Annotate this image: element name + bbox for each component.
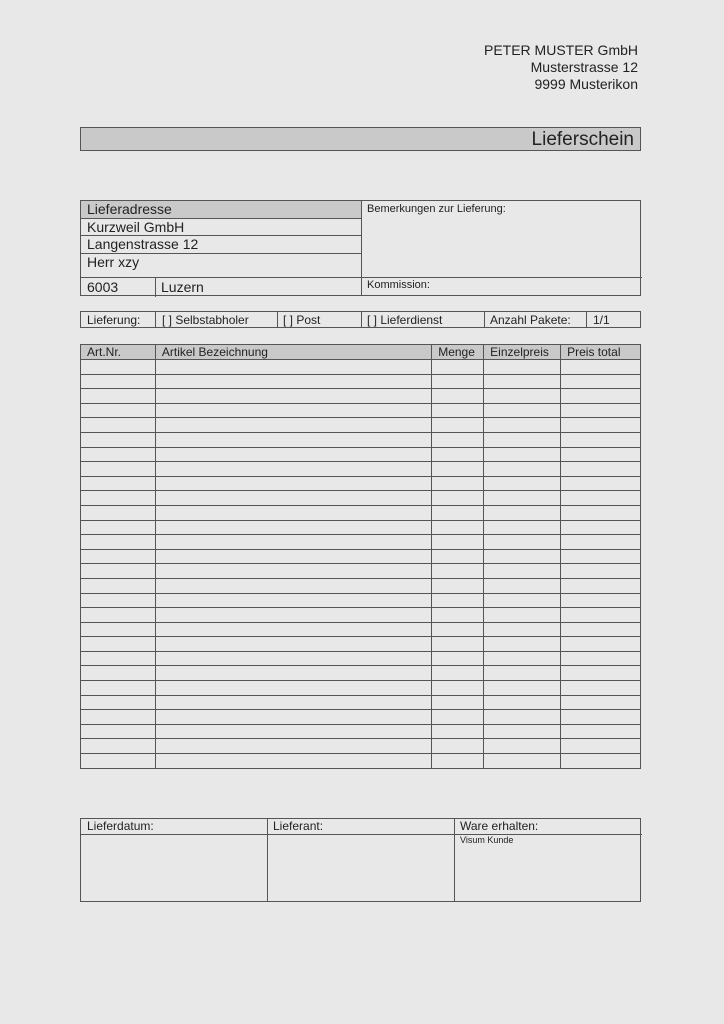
table-cell [432, 374, 484, 389]
address-line-2: Langenstrasse 12 [81, 236, 361, 254]
table-cell [81, 535, 156, 550]
address-header: Lieferadresse [81, 201, 361, 219]
table-cell [155, 739, 431, 754]
table-cell [561, 549, 641, 564]
table-cell [155, 462, 431, 477]
table-cell [432, 549, 484, 564]
table-cell [432, 710, 484, 725]
table-cell [484, 520, 561, 535]
table-cell [81, 622, 156, 637]
divider [484, 312, 485, 327]
table-cell [484, 622, 561, 637]
items-body [81, 360, 641, 769]
table-cell [561, 403, 641, 418]
table-cell [81, 710, 156, 725]
table-cell [432, 535, 484, 550]
table-cell [81, 739, 156, 754]
table-cell [432, 578, 484, 593]
delivery-date-label: Lieferdatum: [87, 819, 154, 833]
table-cell [81, 564, 156, 579]
col-quantity: Menge [432, 345, 484, 360]
table-cell [561, 724, 641, 739]
table-cell [561, 564, 641, 579]
table-cell [432, 622, 484, 637]
address-box [80, 200, 641, 296]
table-row [81, 476, 641, 491]
table-cell [484, 739, 561, 754]
table-cell [561, 622, 641, 637]
table-cell [432, 462, 484, 477]
col-description: Artikel Bezeichnung [155, 345, 431, 360]
table-row [81, 622, 641, 637]
divider [155, 278, 156, 297]
table-cell [81, 578, 156, 593]
table-cell [484, 476, 561, 491]
address-line-3: Herr xzy [87, 253, 140, 270]
remarks-label: Bemerkungen zur Lieferung: [367, 203, 506, 215]
table-row [81, 666, 641, 681]
table-cell [81, 637, 156, 652]
table-cell [561, 666, 641, 681]
table-cell [155, 491, 431, 506]
table-row [81, 535, 641, 550]
table-cell [81, 666, 156, 681]
table-cell [484, 681, 561, 696]
option-post: [ ] Post [283, 313, 321, 327]
table-cell [432, 432, 484, 447]
table-cell [81, 608, 156, 623]
table-cell [155, 476, 431, 491]
table-cell [484, 608, 561, 623]
table-cell [432, 564, 484, 579]
table-row [81, 564, 641, 579]
table-cell [81, 476, 156, 491]
table-cell [432, 447, 484, 462]
document-title: Lieferschein [531, 129, 634, 150]
divider [361, 312, 362, 327]
table-cell [561, 681, 641, 696]
table-cell [432, 651, 484, 666]
table-cell [561, 739, 641, 754]
table-cell [484, 374, 561, 389]
table-cell [432, 681, 484, 696]
table-cell [561, 608, 641, 623]
table-cell [155, 637, 431, 652]
table-cell [484, 491, 561, 506]
col-article-no: Art.Nr. [81, 345, 156, 360]
goods-received-label: Ware erhalten: [460, 819, 539, 833]
table-cell [155, 710, 431, 725]
commission-label: Kommission: [367, 279, 430, 291]
table-cell [561, 360, 641, 375]
table-cell [432, 389, 484, 404]
table-cell [155, 578, 431, 593]
table-row [81, 695, 641, 710]
divider [277, 312, 278, 327]
table-cell [155, 418, 431, 433]
divider [361, 277, 642, 278]
table-cell [561, 447, 641, 462]
address-line-1: Kurzweil GmbH [81, 219, 361, 237]
table-cell [81, 724, 156, 739]
table-cell [484, 593, 561, 608]
table-cell [484, 462, 561, 477]
table-cell [155, 549, 431, 564]
items-header-row [81, 345, 641, 360]
document-title-bar [80, 127, 641, 151]
table-cell [432, 724, 484, 739]
table-row [81, 360, 641, 375]
items-table [80, 344, 641, 769]
table-cell [561, 651, 641, 666]
table-cell [155, 520, 431, 535]
table-cell [432, 739, 484, 754]
table-cell [484, 535, 561, 550]
table-row [81, 505, 641, 520]
table-cell [81, 520, 156, 535]
table-cell [81, 447, 156, 462]
divider [155, 312, 156, 327]
table-row [81, 754, 641, 769]
table-cell [155, 724, 431, 739]
zip-city-row [81, 278, 361, 297]
table-row [81, 739, 641, 754]
zip-code: 6003 [87, 279, 119, 295]
table-row [81, 403, 641, 418]
table-cell [561, 578, 641, 593]
table-cell [484, 754, 561, 769]
table-row [81, 710, 641, 725]
supplier-label: Lieferant: [273, 819, 324, 833]
table-cell [81, 462, 156, 477]
table-cell [432, 505, 484, 520]
table-cell [561, 491, 641, 506]
company-street: Musterstrasse 12 [530, 59, 638, 75]
table-row [81, 549, 641, 564]
table-cell [155, 695, 431, 710]
table-cell [484, 564, 561, 579]
table-cell [561, 462, 641, 477]
table-cell [484, 695, 561, 710]
table-cell [484, 432, 561, 447]
table-cell [155, 389, 431, 404]
divider [586, 312, 587, 327]
table-cell [561, 710, 641, 725]
table-cell [484, 549, 561, 564]
table-cell [81, 432, 156, 447]
table-row [81, 724, 641, 739]
delivery-method-row [80, 311, 641, 328]
table-cell [81, 681, 156, 696]
table-cell [484, 710, 561, 725]
table-cell [561, 476, 641, 491]
table-row [81, 608, 641, 623]
table-cell [155, 403, 431, 418]
table-cell [561, 695, 641, 710]
table-cell [155, 360, 431, 375]
city-name: Luzern [161, 279, 204, 295]
table-cell [155, 593, 431, 608]
table-cell [81, 418, 156, 433]
table-cell [484, 389, 561, 404]
table-cell [561, 418, 641, 433]
col-unit-price: Einzelpreis [484, 345, 561, 360]
divider [267, 819, 268, 901]
table-cell [561, 535, 641, 550]
table-cell [484, 724, 561, 739]
table-cell [81, 593, 156, 608]
col-total-price: Preis total [561, 345, 641, 360]
table-cell [432, 360, 484, 375]
company-city: 9999 Musterikon [534, 76, 638, 92]
table-cell [81, 491, 156, 506]
table-cell [432, 608, 484, 623]
table-cell [81, 374, 156, 389]
signature-header [81, 819, 642, 835]
table-cell [155, 447, 431, 462]
table-cell [155, 681, 431, 696]
table-cell [155, 666, 431, 681]
option-courier: [ ] Lieferdienst [367, 313, 443, 327]
table-cell [81, 549, 156, 564]
table-cell [484, 578, 561, 593]
table-cell [432, 476, 484, 491]
table-row [81, 418, 641, 433]
table-row [81, 491, 641, 506]
table-cell [561, 754, 641, 769]
table-cell [432, 637, 484, 652]
table-row [81, 389, 641, 404]
divider [454, 819, 455, 901]
table-cell [81, 651, 156, 666]
table-row [81, 520, 641, 535]
table-cell [432, 418, 484, 433]
table-cell [81, 695, 156, 710]
table-cell [484, 651, 561, 666]
table-cell [155, 432, 431, 447]
table-cell [561, 432, 641, 447]
table-row [81, 651, 641, 666]
company-address [484, 42, 638, 93]
packages-value: 1/1 [593, 313, 610, 327]
table-cell [155, 564, 431, 579]
table-cell [484, 637, 561, 652]
table-cell [81, 403, 156, 418]
table-cell [484, 360, 561, 375]
table-cell [484, 666, 561, 681]
table-cell [81, 389, 156, 404]
company-name: PETER MUSTER GmbH [483, 42, 638, 58]
table-cell [432, 403, 484, 418]
table-cell [561, 374, 641, 389]
option-self-pickup: [ ] Selbstabholer [162, 313, 249, 327]
table-cell [432, 593, 484, 608]
table-cell [432, 754, 484, 769]
table-cell [155, 651, 431, 666]
table-cell [155, 754, 431, 769]
table-row [81, 432, 641, 447]
table-cell [432, 491, 484, 506]
table-row [81, 447, 641, 462]
table-row [81, 637, 641, 652]
table-row [81, 681, 641, 696]
table-cell [561, 637, 641, 652]
table-cell [81, 505, 156, 520]
table-cell [561, 593, 641, 608]
table-row [81, 374, 641, 389]
table-cell [155, 622, 431, 637]
table-cell [155, 608, 431, 623]
table-row [81, 578, 641, 593]
table-cell [155, 505, 431, 520]
table-cell [484, 418, 561, 433]
table-cell [432, 666, 484, 681]
table-cell [81, 360, 156, 375]
table-cell [484, 505, 561, 520]
table-cell [432, 520, 484, 535]
table-cell [155, 374, 431, 389]
table-cell [561, 520, 641, 535]
table-cell [561, 505, 641, 520]
table-cell [484, 447, 561, 462]
signature-box [80, 818, 641, 902]
table-row [81, 593, 641, 608]
table-cell [561, 389, 641, 404]
customer-signature-label: Visum Kunde [460, 835, 514, 845]
packages-label: Anzahl Pakete: [490, 313, 571, 327]
delivery-label: Lieferung: [87, 313, 141, 327]
table-cell [432, 695, 484, 710]
table-cell [81, 754, 156, 769]
table-row [81, 462, 641, 477]
table-cell [155, 535, 431, 550]
table-cell [484, 403, 561, 418]
